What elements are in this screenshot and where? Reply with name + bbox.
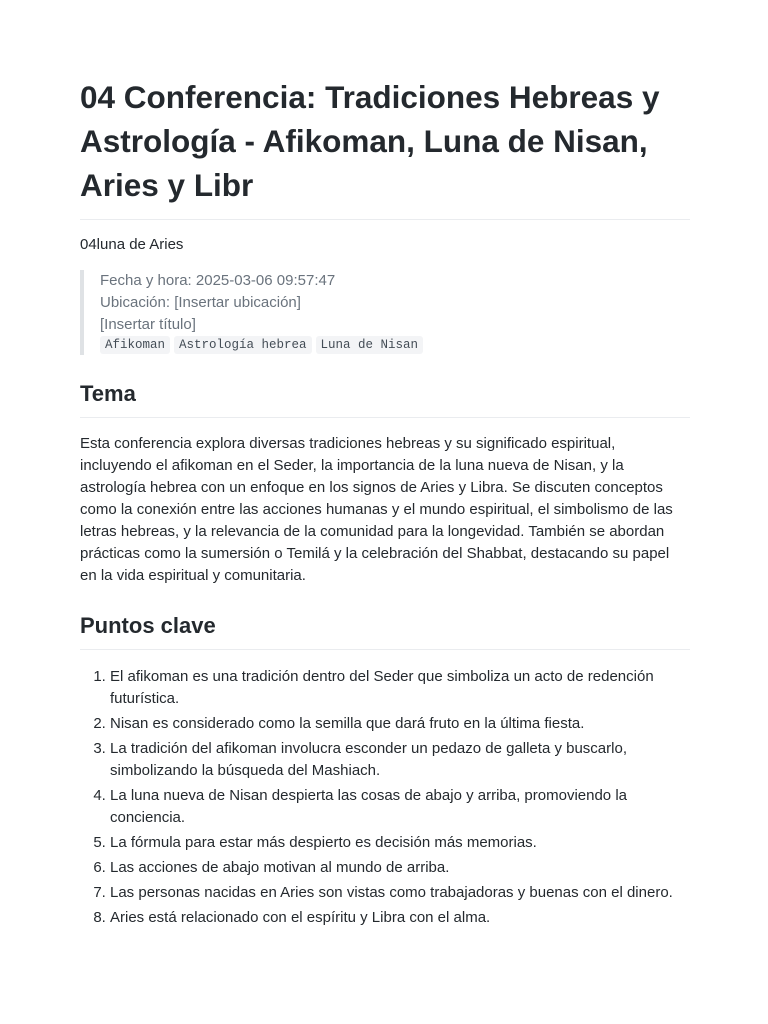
- list-item: 2. Nisan es considerado como la semilla que dará fruto en la última fiesta.: [110, 713, 690, 735]
- location-line: Ubicación: [Insertar ubicación]: [100, 294, 301, 311]
- tag: Luna de Nisan: [316, 336, 424, 354]
- list-item: 1. El afikoman es una tradición dentro del Seder que simboliza un acto de redención futurística.: [110, 666, 690, 710]
- list-item: 3. La tradición del afikoman involucra esconder un pedazo de galleta y buscarlo, simbolizando la búsqueda del Mashiach.: [110, 738, 690, 782]
- subtitle: 04luna de Aries: [80, 236, 184, 253]
- page-title: 04 Conferencia: Tradiciones Hebreas y Astrología - Afikoman, Luna de Nisan, Aries y Libr: [80, 75, 690, 220]
- tag: Astrología hebrea: [174, 336, 312, 354]
- datetime-line: Fecha y hora: 2025-03-06 09:57:47: [100, 272, 336, 289]
- list-item: 6. Las acciones de abajo motivan al mundo de arriba.: [110, 857, 690, 879]
- tag: Afikoman: [100, 336, 170, 354]
- insert-title-line: [Insertar título]: [100, 316, 196, 333]
- list-item: 8. Aries está relacionado con el espíritu y Libra con el alma.: [110, 907, 690, 929]
- tag-list: [100, 336, 690, 355]
- list-item: 4. La luna nueva de Nisan despierta las cosas de abajo y arriba, promoviendo la conciencia.: [110, 785, 690, 829]
- topic-paragraph: Esta conferencia explora diversas tradiciones hebreas y su significado espiritual, incluyendo el afikoman en el Seder, la importancia de la luna nueva de Nisan, y la astrología hebrea con un enfoque en los signos de Aries y Libra. Se discuten conceptos como la conexión entre las acciones humanas y el mundo espiritual, el simbolismo de las letras hebreas, y la relevancia de la comunidad para la longevidad. También se abordan prácticas como la sumersión o Temilá y la celebración del Shabbat, destacando su papel en la vida espiritual y comunitaria.: [80, 435, 673, 584]
- key-points-list: [80, 666, 690, 929]
- section-heading-tema: Tema: [80, 379, 690, 418]
- list-item: 7. Las personas nacidas en Aries son vistas como trabajadoras y buenas con el dinero.: [110, 882, 690, 904]
- list-item: 5. La fórmula para estar más despierto es decisión más memorias.: [110, 832, 690, 854]
- metadata-block: [80, 270, 690, 355]
- section-heading-puntos-clave: Puntos clave: [80, 611, 690, 650]
- document-page: [80, 0, 690, 929]
